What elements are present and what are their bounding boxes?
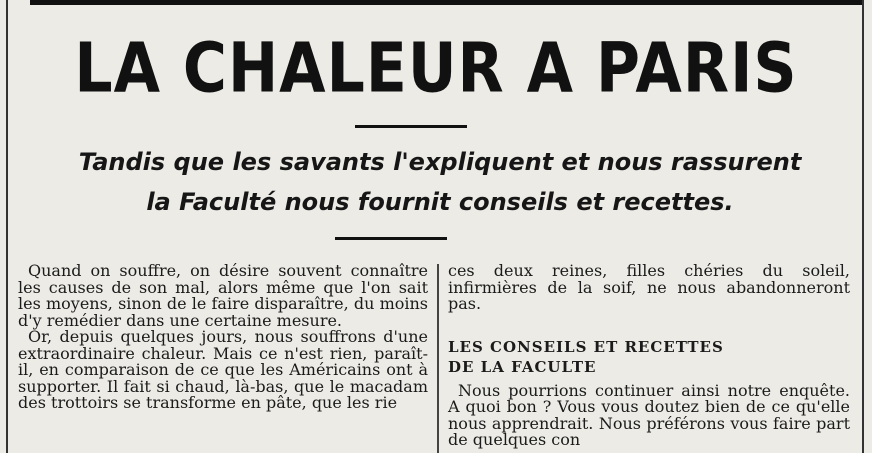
subheadline-line-1: Tandis que les savants l'expliquent et nous rassurent bbox=[78, 148, 802, 176]
subheadline-divider bbox=[335, 237, 447, 240]
headline: LA CHALEUR A PARIS bbox=[74, 28, 798, 109]
left-paragraph-2: Or, depuis quelques jours, nous souffrons d'une extraordinaire chaleur. Mais ce n'est rien, paraît-il, en comparaison de ce que les Américains ont à supporter. Il fait si chaud, là-bas, que le macadam des trottoirs se transforme en pâte, que les rie bbox=[18, 327, 428, 412]
subheadline-line-2: la Faculté nous fournit conseils et recettes. bbox=[146, 188, 734, 216]
right-paragraph-2: Nous pourrions continuer ainsi notre enquête. A quoi bon ? Vous vous doutez bien de ce qu'elle nous apprendrait. Nous préférons vous faire part de quelques con bbox=[448, 380, 850, 449]
right-paragraph-1: ces deux reines, filles chéries du soleil, infirmières de la soif, ne nous abandonneront pas. bbox=[448, 261, 850, 313]
right-border-rule bbox=[862, 0, 864, 453]
left-column bbox=[18, 263, 428, 412]
left-border-rule bbox=[6, 0, 8, 453]
column-divider bbox=[437, 264, 439, 453]
right-column bbox=[448, 263, 850, 449]
section-title bbox=[448, 337, 850, 377]
section-title-line-1: LES CONSEILS ET RECETTES bbox=[448, 337, 724, 356]
section-title-line-2: DE LA FACULTE bbox=[448, 357, 597, 376]
left-paragraph-1: Quand on souffre, on désire souvent connaître les causes de son mal, alors même que l'on sait les moyens, sinon de le faire disparaître, du moins d'y remédier dans une certaine mesure. bbox=[18, 261, 428, 330]
top-rule bbox=[30, 0, 862, 5]
headline-divider bbox=[355, 125, 467, 128]
